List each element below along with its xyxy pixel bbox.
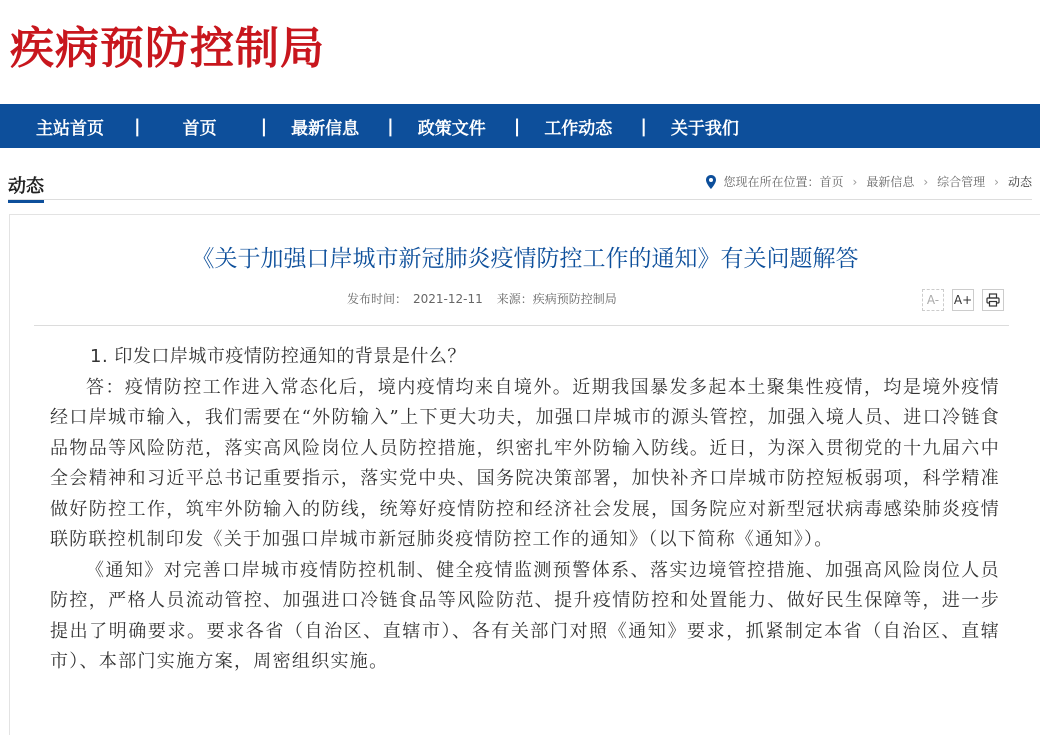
breadcrumb-current[interactable]: 动态 [1007,175,1032,189]
nav-item-work-news[interactable]: 工作动态 [544,118,613,139]
divider [8,199,1032,200]
breadcrumb-general[interactable]: 综合管理 [937,175,986,189]
chevron-right-icon: › [994,174,999,189]
article-tools [922,289,1004,311]
breadcrumb-prefix: 您现在所在位置： [723,175,820,189]
breadcrumb-home[interactable]: 首页 [819,175,844,189]
chevron-right-icon: › [923,174,929,189]
body-paragraph: 《通知》对完善口岸城市疫情防控机制、健全疫情监测预警体系、落实边境管控措施、加强高风险岗位人员防控，严格人员流动管控、加强进口冷链食品等风险防范、提升疫情防控和处置能力、做好民生保障等，进一步提出了明确要求。要求各省（自治区、直辖市）、各有关部门对照《通知》要求，抓紧制定本省（自治区、直辖市）、本部门实施方案，周密组织实施。 [50,559,1000,672]
publish-label: 发布时间： [347,292,408,306]
location-pin-icon [705,175,717,189]
article-container [9,214,1040,735]
sub-header-bar [0,160,1040,200]
nav-separator: | [260,115,268,137]
title-divider [34,325,1009,326]
article-meta [347,290,623,307]
publish-date: 2021-12-11 [413,292,483,306]
nav-separator: | [640,115,647,137]
main-nav [0,104,1040,148]
font-larger-button[interactable]: A+ [952,289,974,311]
nav-separator: | [387,115,394,137]
site-header [0,0,1040,104]
nav-separator: | [513,115,521,137]
chevron-right-icon: › [852,174,858,189]
article-title: 《关于加强口岸城市新冠肺炎疫情防控工作的通知》有关问题解答 [191,246,859,272]
source-label: 来源： [496,292,533,306]
nav-separator: | [134,115,141,137]
article-body [50,342,1000,678]
nav-item-about[interactable]: 关于我们 [670,118,739,139]
print-icon [986,293,1000,307]
nav-item-home[interactable]: 首页 [182,118,217,139]
print-button[interactable] [982,289,1004,311]
nav-item-policy[interactable]: 政策文件 [417,118,486,139]
source-value: 疾病预防控制局 [532,292,617,306]
font-smaller-button[interactable]: A- [922,289,944,311]
site-title: 疾病预防控制局 [10,23,325,74]
breadcrumb [705,173,1032,190]
nav-item-main-home[interactable]: 主站首页 [36,118,104,139]
nav-item-latest[interactable]: 最新信息 [291,118,360,139]
breadcrumb-latest[interactable]: 最新信息 [866,175,915,189]
answer-paragraph: 答：疫情防控工作进入常态化后，境内疫情均来自境外。近期我国暴发多起本土聚集性疫情，均是境外疫情经口岸城市输入，我们需要在“外防输入”上下更大功夫，加强口岸城市的源头管控，加强入境人员、进口冷链食品物品等风险防范，落实高风险岗位人员防控措施，织密扎牢外防输入防线。近日，为深入贯彻党的十九届六中全会精神和习近平总书记重要指示，落实党中央、国务院决策部署，加快补齐口岸城市防控短板弱项，科学精准做好防控工作，筑牢外防输入的防线，统筹好疫情防控和经济社会发展，国务院应对新型冠状病毒感染肺炎疫情联防联控机制印发《关于加强口岸城市新冠肺炎疫情防控工作的通知》（以下简称《通知》）。 [50,376,1000,550]
question-heading: 1. 印发口岸城市疫情防控通知的背景是什么？ [90,346,466,367]
section-label: 动态 [8,172,44,203]
